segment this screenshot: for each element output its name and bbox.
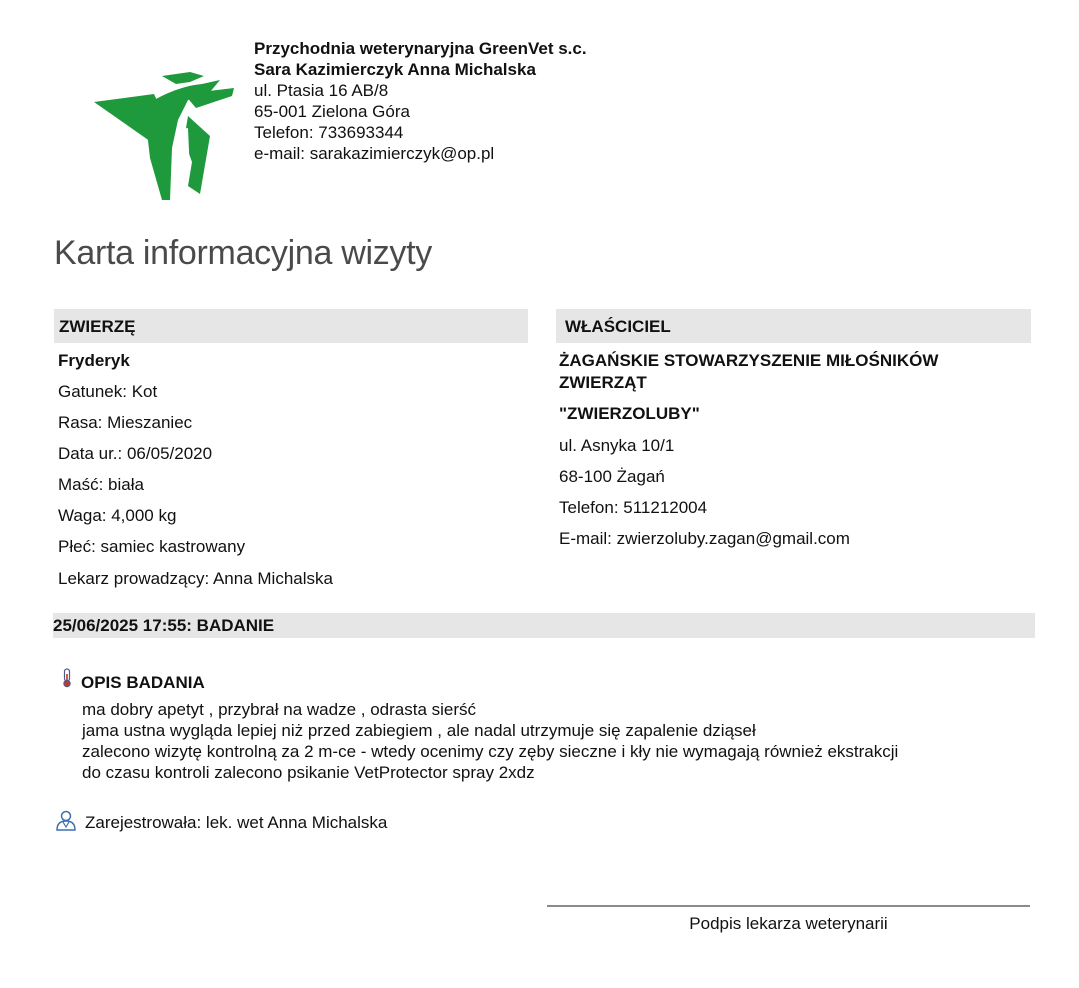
signature-line — [547, 905, 1030, 907]
owner-phone: Telefon: 511212004 — [559, 498, 708, 517]
description-line: ma dobry apetyt , przybrał na wadze , odrasta sierść — [82, 700, 477, 719]
animal-vet: Lekarz prowadzący: Anna Michalska — [58, 569, 333, 588]
clinic-info — [254, 38, 587, 164]
description-line: jama ustna wygląda lepiej niż przed zabiegiem , ale nadal utrzymuje się zapalenie dziąseł — [82, 721, 756, 740]
owner-city: 68-100 Żagań — [559, 467, 665, 486]
clinic-name: Przychodnia weterynaryjna GreenVet s.c. — [254, 39, 587, 58]
owner-name-line3: "ZWIERZOLUBY" — [559, 404, 700, 423]
description-title: OPIS BADANIA — [81, 673, 205, 692]
thermometer-icon — [60, 668, 74, 688]
owner-section-header: WŁAŚCICIEL — [556, 309, 1031, 343]
clinic-city: 65-001 Zielona Góra — [254, 102, 410, 121]
animal-color: Maść: biała — [58, 475, 144, 494]
signature-label: Podpis lekarza weterynarii — [689, 914, 888, 933]
clinic-street: ul. Ptasia 16 AB/8 — [254, 81, 389, 100]
document-title: Karta informacyjna wizyty — [54, 234, 432, 272]
owner-email: E-mail: zwierzoluby.zagan@gmail.com — [559, 529, 850, 548]
owner-street: ul. Asnyka 10/1 — [559, 436, 675, 455]
clinic-owners: Sara Kazimierczyk Anna Michalska — [254, 60, 536, 79]
animal-weight: Waga: 4,000 kg — [58, 506, 177, 525]
doctor-icon — [55, 810, 77, 831]
clinic-email: e-mail: sarakazimierczyk@op.pl — [254, 144, 495, 163]
description-body — [82, 699, 898, 783]
animal-sex: Płeć: samiec kastrowany — [58, 537, 246, 556]
clinic-phone: Telefon: 733693344 — [254, 123, 404, 142]
owner-name-line2: ZWIERZĄT — [559, 373, 647, 392]
animal-name: Fryderyk — [58, 351, 130, 370]
greenvet-logo — [92, 70, 242, 205]
description-line: zalecono wizytę kontrolną za 2 m-ce - wtedy ocenimy czy zęby sieczne i kły nie wymagają również ekstrakcji — [82, 742, 899, 761]
animal-species: Gatunek: Kot — [58, 382, 158, 401]
animal-section-header: ZWIERZĘ — [54, 309, 528, 343]
owner-name-line1: ŻAGAŃSKIE STOWARZYSZENIE MIŁOŚNIKÓW — [559, 351, 939, 370]
registered-by: Zarejestrowała: lek. wet Anna Michalska — [85, 813, 388, 832]
visit-header: 25/06/2025 17:55: BADANIE — [53, 613, 1035, 638]
description-line: do czasu kontroli zalecono psikanie VetProtector spray 2xdz — [82, 763, 535, 782]
animal-breed: Rasa: Mieszaniec — [58, 413, 193, 432]
animal-birth-date: Data ur.: 06/05/2020 — [58, 444, 213, 463]
